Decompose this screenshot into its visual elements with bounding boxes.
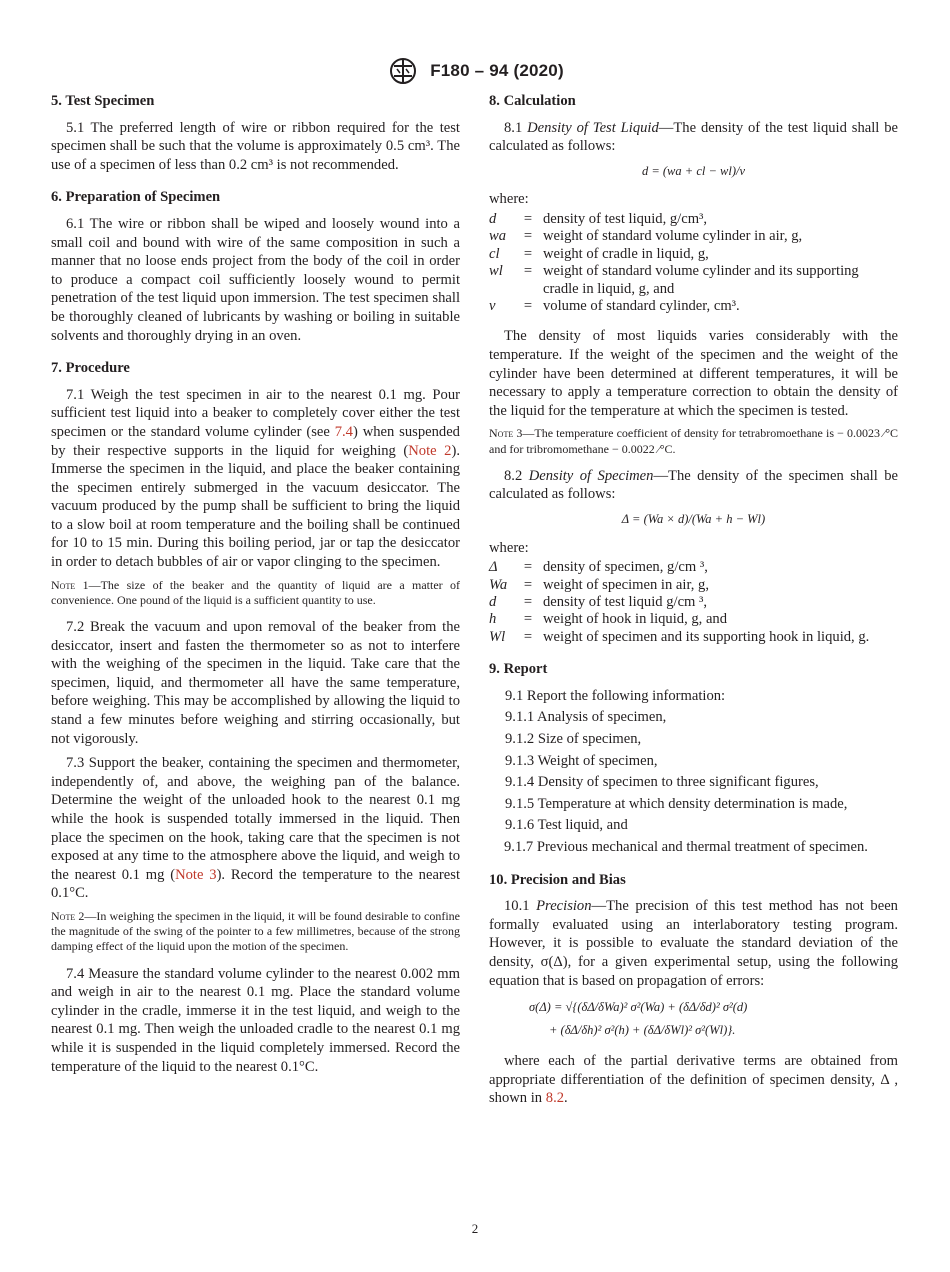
link-7-4[interactable]: 7.4 xyxy=(334,423,353,440)
where-label-2: where: xyxy=(489,539,529,556)
definition-equals: = xyxy=(523,298,533,314)
note-3-text: —The temperature coefficient of density for tetrabromoethane is − 0.0023 ⁄°C and for tribromomethane − 0.0022 ⁄°C. xyxy=(489,426,898,456)
definition-equals: = xyxy=(523,593,533,610)
right-column xyxy=(489,92,898,1114)
note-2-label: Note 2 xyxy=(51,908,85,923)
definition-row xyxy=(489,263,898,298)
report-list-item: 9.1.2 Size of specimen, xyxy=(505,730,642,747)
definition-row xyxy=(489,577,898,594)
para-7-3 xyxy=(51,754,460,903)
definition-symbol: wl xyxy=(489,263,503,280)
para-7-3-text-a: 7.3 Support the beaker, containing the specimen and thermometer, independently of, and above, the weighing pan of the balance. Determine the weight of the unloaded hook to the nearest 0.1 mg while the hook is suspended totally immersed in the liquid. Then place the specimen on the hook, taking care that the specimen is not exposed at any time to the atmosphere above the liquid, and weigh to the nearest 0.1 mg ( xyxy=(51,755,460,883)
report-list-item: 9.1.6 Test liquid, and xyxy=(505,817,628,834)
note-1-label: Note 1 xyxy=(51,577,89,592)
definition-row xyxy=(489,594,898,611)
para-7-1-text-b: ) when suspended by their respective supports in the liquid for weighing ( xyxy=(51,423,460,459)
note-3-label: Note 3 xyxy=(489,426,523,441)
link-note-3[interactable]: Note 3 xyxy=(175,866,217,883)
equation-precision-line-1: σ(Δ) = √{(δΔ/δWa)² σ²(Wa) + (δΔ/δd)² σ²(d) xyxy=(529,1000,748,1015)
report-list-item: 9.1.1 Analysis of specimen, xyxy=(505,709,667,726)
page-number: 2 xyxy=(471,1221,479,1236)
report-list-item: 9.1.4 Density of specimen to three significant figures, xyxy=(505,774,819,791)
definition-text: density of test liquid, g/cm³, xyxy=(543,210,708,227)
definition-text: weight of standard volume cylinder and its supporting cradle in liquid, g, and xyxy=(543,263,859,297)
para-10-1-term: Precision xyxy=(536,898,592,915)
note-2-text: —In weighing the specimen in the liquid, it will be found desirable to confine the magnitude of the swing of the pointer to a few millimetres, because of the strong damping effect of the liquid upon the motion of the specimen. xyxy=(51,908,461,954)
para-8-1-number: 8.1 xyxy=(504,119,523,136)
definition-row xyxy=(489,298,898,315)
report-item-9-1-7: 9.1.7 Previous mechanical and thermal treatment of specimen. xyxy=(504,838,868,855)
definition-symbol: Δ xyxy=(489,559,498,576)
definition-symbol: h xyxy=(489,611,497,628)
equation-specimen-density: Δ = (Wa × d)/(Wa + h − Wl) xyxy=(621,511,766,526)
section-9-title: 9. Report xyxy=(489,661,548,678)
note-1-text: —The size of the beaker and the quantity of liquid are a matter of convenience. One pound of the liquid is a sufficient quantity to use. xyxy=(51,577,460,607)
para-10-tail xyxy=(489,1052,898,1108)
definition-equals: = xyxy=(523,245,533,262)
para-8-1 xyxy=(489,119,898,156)
definition-text: density of specimen, g/cm ³, xyxy=(543,559,708,576)
para-6-1: 6.1 The wire or ribbon shall be wiped and loosely wound into a small coil and bound with wire of the same composition in such a manner that no loose ends project from the body of the coil in order to produce a compact coil sufficiently loosely wound to permit penetration of the test liquid upon immersion. The test specimen shall be thoroughly cleaned of lubricants by washing or boiling in suitable solvents and thoroughly drying in an oven. xyxy=(51,215,460,344)
para-7-3-text-b: ). Record the temperature to the nearest 0.1°C. xyxy=(51,866,460,902)
definition-symbol: d xyxy=(489,593,497,610)
section-7-title: 7. Procedure xyxy=(51,360,130,377)
equation-precision-line-2: + (δΔ/δh)² σ²(h) + (δΔ/δWl)² σ²(Wl)}. xyxy=(549,1023,736,1038)
definition-text: weight of cradle in liquid, g, xyxy=(543,245,709,262)
para-8-temperature: The density of most liquids varies considerably with the temperature. If the weight of the specimen and the weight of the cylinder have been determined at different temperatures, it will be necessary to apply a temperature correction to obtain the density of the liquid for the temperature at which the specimen is tested. xyxy=(489,328,898,419)
definition-symbol: cl xyxy=(489,245,500,262)
para-10-tail-end: . xyxy=(564,1090,568,1107)
definition-row xyxy=(489,228,898,245)
para-7-1-text-a: 7.1 Weigh the test specimen in air to the nearest 0.1 mg. Pour sufficient test liquid into a beaker to completely cover either the test specimen or the standard volume cylinder (see xyxy=(51,386,460,440)
para-7-1-text-c: ). Immerse the specimen in the liquid, and place the beaker containing the specimen entirely submerged in the vacuum desiccator. The vacuum produced by the pump shall be sufficient to bring the liquid to a slow boil at room temperature and the boiling shall be continued for 10 to 15 min. During this boiling period, jar or tap the desiccator in order to detach bubbles of air or vapor clinging to the specimen. xyxy=(51,442,460,571)
report-list xyxy=(489,687,898,835)
para-8-1-text: —The density of the test liquid shall be calculated as follows: xyxy=(489,119,898,155)
para-10-1-text: —The precision of this test method has not been formally evaluated using an interlaboratory testing program. However, it is possible to evaluate the standard deviation of the density, σ(Δ), for a given experimental setup, using the following equation that is based on propagation of errors: xyxy=(489,898,898,989)
definition-symbol: d xyxy=(489,210,497,227)
definition-row xyxy=(489,559,898,576)
definition-text: weight of standard volume cylinder in air, g, xyxy=(543,228,803,245)
document-designation: F180 – 94 (2020) xyxy=(430,61,564,80)
para-8-2-term: Density of Specimen xyxy=(528,467,654,484)
para-8-1-term: Density of Test Liquid xyxy=(527,119,659,136)
report-list-item: 9.1.5 Temperature at which density determination is made, xyxy=(505,795,848,812)
definition-text: weight of specimen in air, g, xyxy=(543,576,709,593)
definition-equals: = xyxy=(523,628,533,645)
section-8-title: 8. Calculation xyxy=(489,93,576,109)
definition-equals: = xyxy=(523,611,533,628)
para-8-2-number: 8.2 xyxy=(504,467,523,484)
definition-equals: = xyxy=(523,576,533,593)
para-8-2 xyxy=(489,467,898,504)
note-3 xyxy=(489,426,898,456)
definition-equals: = xyxy=(523,263,533,280)
para-7-2: 7.2 Break the vacuum and upon removal of the beaker from the desiccator, insert and fasten the thermometer so as not to interfere with the weighing of the specimen in the liquid. Take care that the specimen, liquid, and thermometer all have the same temperature, before weighing. This may be accomplished by allowing the liquid to stand a few minutes before weighing and stirring occasionally, but not vigorously. xyxy=(51,619,460,747)
section-10-title: 10. Precision and Bias xyxy=(489,871,626,888)
definition-equals: = xyxy=(523,210,533,227)
para-10-tail-text: where each of the partial derivative terms are obtained from appropriate differentiation of the definition of specimen density, Δ , shown in xyxy=(489,1053,898,1107)
definition-row xyxy=(489,611,898,628)
para-5-1: 5.1 The preferred length of wire or ribbon required for the test specimen shall be such that the volume is approximately 0.5 cm³. The use of a specimen of less than 0.2 cm³ is not recommended. xyxy=(51,119,460,173)
definition-row xyxy=(489,246,898,263)
section-6-title: 6. Preparation of Specimen xyxy=(51,189,221,206)
equation-liquid-density: d = (wa + cl − wl)/v xyxy=(641,163,746,178)
link-note-2[interactable]: Note 2 xyxy=(408,442,452,459)
definition-symbol: Wl xyxy=(489,628,506,645)
definition-equals: = xyxy=(523,228,533,245)
para-7-4: 7.4 Measure the standard volume cylinder to the nearest 0.002 mm and weigh in air to the nearest 0.1 mg. Place the standard volume cylinder in the cradle, immerse it in the test liquid, and weigh to the nearest 0.1 mg. Then weigh the unloaded cradle to the nearest 0.1 mg while it is suspended in the liquid completely immersed. Record the temperature of the liquid to the nearest 0.1°C. xyxy=(51,965,460,1075)
definition-row xyxy=(489,211,898,228)
definition-equals: = xyxy=(523,559,533,576)
para-8-2-text: —The density of the specimen shall be calculated as follows: xyxy=(489,467,898,503)
definition-row xyxy=(489,629,898,646)
para-7-1 xyxy=(51,386,460,572)
definition-text: weight of specimen and its supporting hook in liquid, g. xyxy=(543,628,870,645)
link-8-2[interactable]: 8.2 xyxy=(545,1090,565,1107)
note-2 xyxy=(51,909,460,955)
left-column xyxy=(51,92,460,1082)
where-label-1: where: xyxy=(489,191,529,208)
section-5-title: 5. Test Specimen xyxy=(51,93,155,109)
definition-symbol: Wa xyxy=(489,576,508,593)
definitions-table-2 xyxy=(489,559,898,646)
report-list-item: 9.1 Report the following information: xyxy=(505,687,726,704)
definition-symbol: v xyxy=(489,298,496,314)
page-header xyxy=(0,56,950,86)
equation-precision xyxy=(529,996,898,1042)
report-list-item: 9.1.3 Weight of specimen, xyxy=(505,752,658,769)
definition-text: weight of hook in liquid, g, and xyxy=(543,611,728,628)
definition-text: volume of standard cylinder, cm³. xyxy=(543,298,740,314)
definitions-table-1 xyxy=(489,211,898,315)
definition-symbol: wa xyxy=(489,228,507,245)
astm-logo-icon xyxy=(386,56,420,86)
para-10-1 xyxy=(489,897,898,990)
para-10-1-number: 10.1 xyxy=(504,898,530,915)
definition-text: density of test liquid g/cm ³, xyxy=(543,593,708,610)
note-1 xyxy=(51,578,460,608)
